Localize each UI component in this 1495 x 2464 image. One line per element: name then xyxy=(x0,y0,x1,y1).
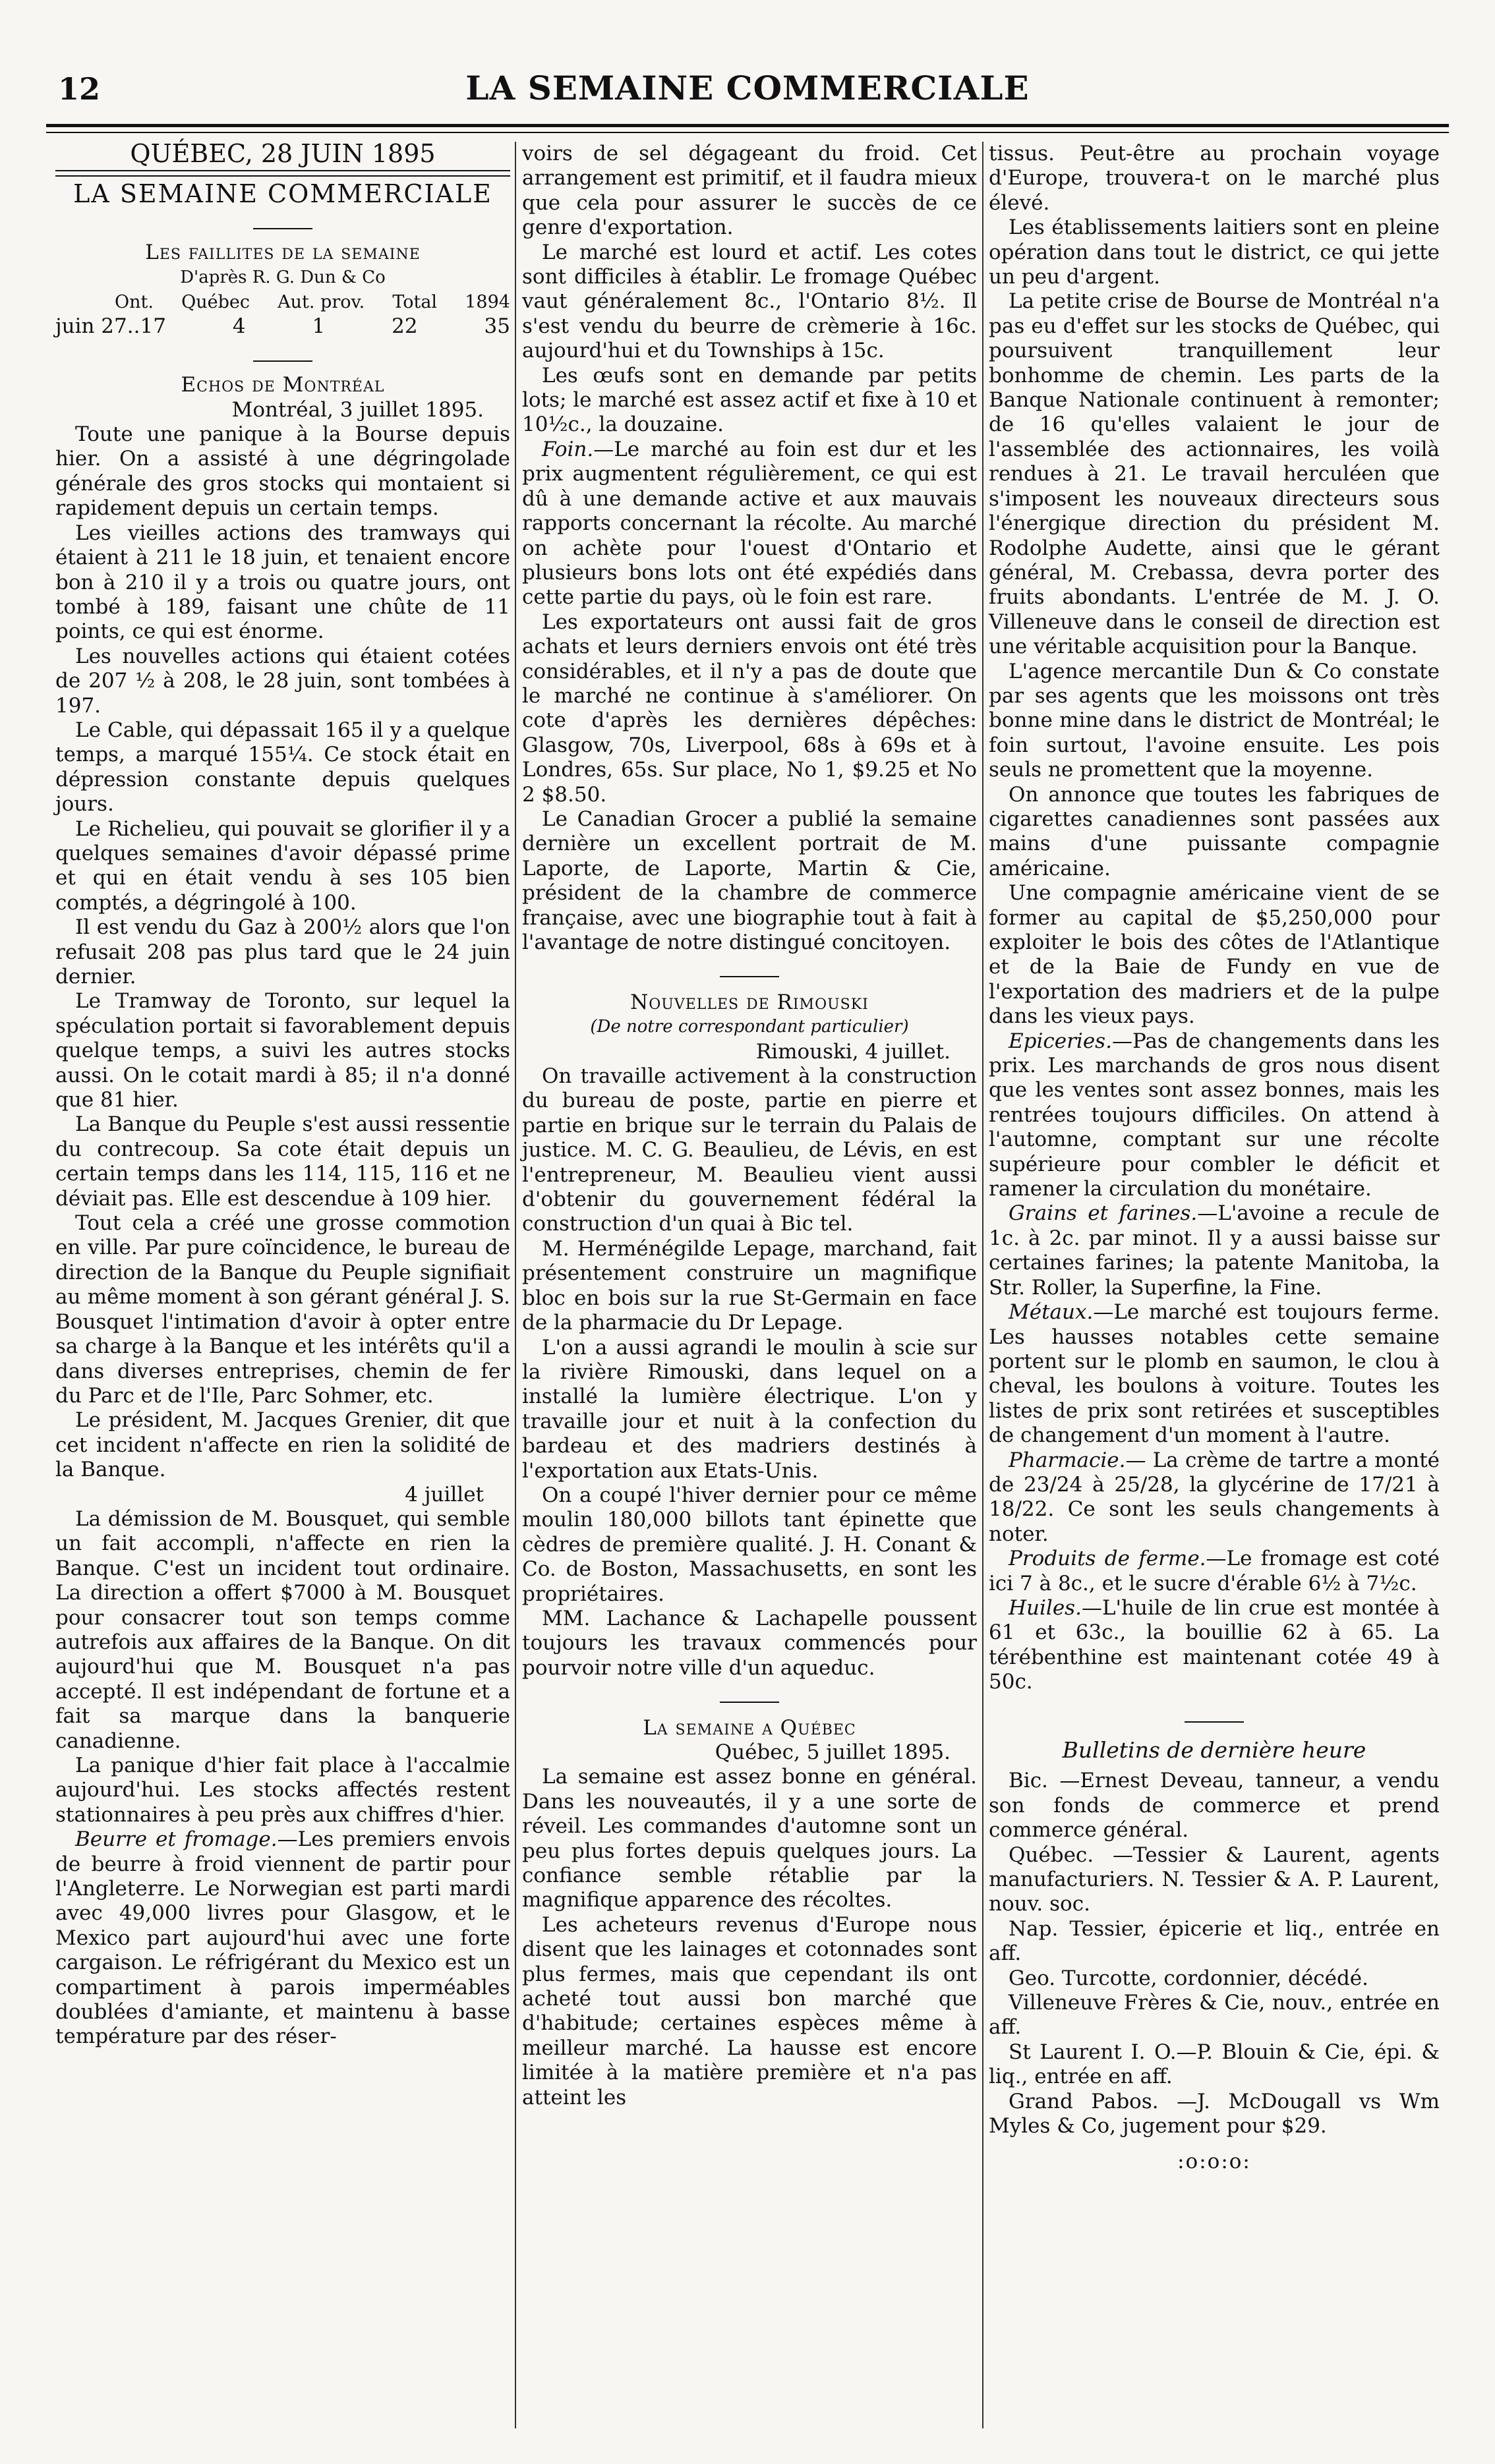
paragraph: La petite crise de Bourse de Montréal n'a pas eu d'effet sur les stocks de Québec, qui poursuivent tranquillement leur bonhomme de chemin. Les parts de la Banque Nationale continuent à remonter; de 16 qu'elles valaient le jour de l'assemblée des actionnaires, les voilà rendues à 21. Le travail herculéen que s'imposent les nouveaux directeurs sous l'énergique direction du président M. Rodolphe Audette, ainsi que le gérant général, M. Crebassa, devra porter des fruits abondants. L'entrée de M. J. O. Villeneuve dans le conseil de direction est une véritable acquisition pour la Banque. xyxy=(989,289,1440,659)
paragraph: Le Canadian Grocer a publié la semaine dernière un excellent portrait de M. Laporte, de Laporte, Martin & Cie, président de la chambre de commerce française, avec une biographie tout à fait à l'avantage de notre distingué concitoyen. xyxy=(522,807,977,954)
paragraph: Le Cable, qui dépassait 165 il y a quelque temps, a marqué 155¼. Ce stock était en dépression constante depuis quelques jours. xyxy=(55,718,510,817)
rimouski-note: (De notre correspondant particulier) xyxy=(590,1017,909,1037)
bulletin-item: St Laurent I. O.—P. Blouin & Cie, épi. & liq., entrée en aff. xyxy=(989,2040,1440,2089)
quebec-title: La semaine a Québec xyxy=(643,1715,856,1740)
header-rule-thin xyxy=(46,132,1449,133)
paragraph xyxy=(55,1827,510,2049)
separator xyxy=(522,959,977,983)
paragraph: La semaine est assez bonne en général. Dans les nouveautés, il y a une sorte de réveil. Les commandes d'automne sont un peu plus fortes depuis quelques jours. La confiance semble rétablie par la magnifique apparence des récoltes. xyxy=(522,1765,977,1912)
separator xyxy=(55,343,510,368)
paragraph: M. Herménégilde Lepage, marchand, fait présentement construire un magnifique bloc en bois sur la rue St-Germain en face de la pharmacie du Dr Lepage. xyxy=(522,1236,977,1335)
paragraph: voirs de sel dégageant du froid. Cet arrangement est primitif, et il faudra mieux que cela pour assurer le succès de ce genre d'exportation. xyxy=(522,142,977,240)
echos-date: Montréal, 3 juillet 1895. xyxy=(231,397,484,422)
paragraph: Le président, M. Jacques Grenier, dit que cet incident n'affecte en rien la solidité de la Banque. xyxy=(55,1408,510,1482)
failures-col-1894: 1894 xyxy=(465,292,510,313)
dateline: QUÉBEC, 28 JUIN 1895 xyxy=(130,139,436,168)
failures-cell: 1 xyxy=(312,314,326,339)
section-text: —L'avoine a recule de 1c. à 2c. par minot. Il y a aussi baisse sur certaines farines; la patente Manitoba, la Str. Roller, la Superfine, la Fine. xyxy=(989,1201,1440,1300)
section-text: —Pas de changements dans les prix. Les marchands de gros nous disent que les ventes sont assez bonnes, mais les rentrées toujours difficiles. On attend à l'automne, comptant sur une récolte supérieure pour combler le déficit et ramener la circulation du monétaire. xyxy=(989,1029,1440,1201)
bulletin-item: Nap. Tessier, épicerie et liq., entrée en aff. xyxy=(989,1916,1440,1966)
paragraph xyxy=(989,1547,1440,1596)
failures-col-autprov: Aut. prov. xyxy=(278,292,365,313)
bulletin-item: Villeneuve Frères & Cie, nouv., entrée en aff. xyxy=(989,1991,1440,2040)
bulletin-title: Bulletins de dernière heure xyxy=(1062,1737,1366,1763)
failures-cell: 4 xyxy=(232,314,246,339)
page-header xyxy=(0,0,1495,138)
section-text: —L'huile de lin crue est montée à 61 et 63c., la bouillie 62 à 65. La térébenthine est maintenant cotée 49 à 50c. xyxy=(989,1595,1440,1694)
echos-title: Echos de Montréal xyxy=(181,373,385,397)
paragraph xyxy=(989,1029,1440,1202)
paragraph xyxy=(522,438,977,610)
failures-cell: juin 27..17 xyxy=(55,314,166,339)
paragraph xyxy=(989,1300,1440,1448)
separator xyxy=(55,211,510,235)
rimouski-title: Nouvelles de Rimouski xyxy=(630,990,869,1014)
double-rule xyxy=(55,170,510,177)
failures-header-row xyxy=(55,290,510,314)
paragraph: La démission de M. Bousquet, qui semble un fait accompli, n'affecte en rien la Banque. C'est un incident tout ordinaire. La direction a offert $7000 à M. Bousquet pour consacrer tout son temps comme autrefois aux affaires de la Banque. On dit aujourd'hui que M. Bousquet n'a pas accepté. Il est indépendant de fortune et a fait sa marque dans la banquerie canadienne. xyxy=(55,1506,510,1753)
section-head: Foin. xyxy=(542,437,594,461)
bulletin-item: Geo. Turcotte, cordonnier, décédé. xyxy=(1009,1966,1368,1990)
bulletin-item: Bic. —Ernest Deveau, tanneur, a vendu son fonds de commerce et prend commerce général. xyxy=(989,1769,1440,1843)
separator xyxy=(989,1704,1440,1729)
paragraph: Tout cela a créé une grosse commotion en ville. Par pure coïncidence, le bureau de direction de la Banque du Peuple signifiait au même moment à son gérant général J. S. Bousquet l'intimation d'avoir à opter entre sa charge à la Banque et les intérêts qu'il a dans diverses entreprises, chemin de fer du Parc et de l'Ile, Parc Sohmer, etc. xyxy=(55,1211,510,1408)
column-divider xyxy=(982,142,983,2428)
paragraph: Il est vendu du Gaz à 200½ alors que l'on refusait 208 pas plus tard que le 24 juin dernier. xyxy=(55,915,510,988)
paragraph: tissus. Peut-être au prochain voyage d'Europe, trouvera-t on le marché plus élevé. xyxy=(989,142,1440,215)
failures-col-total: Total xyxy=(392,292,438,313)
paragraph: Les établissements laitiers sont en pleine opération dans tout le district, ce qui jette un peu d'argent. xyxy=(989,215,1440,289)
paragraph: MM. Lachance & Lachapelle poussent toujours les travaux commencés pour pourvoir notre ville d'un aqueduc. xyxy=(522,1606,977,1680)
paragraph: Le Richelieu, qui pouvait se glorifier il y a quelques semaines d'avoir dépassé prime et qui en était vendu à ses 105 bien comptés, a dégringolé à 100. xyxy=(55,817,510,915)
paper-name: LA SEMAINE COMMERCIALE xyxy=(73,179,492,209)
paragraph: Le marché est lourd et actif. Les cotes sont difficiles à établir. Le fromage Québec vaut généralement 8c., l'Ontario 8½. Il s'est vendu du beurre de crèmerie à 16c. aujourd'hui et du Townships à 15c. xyxy=(522,240,977,363)
paragraph: Le Tramway de Toronto, sur lequel la spéculation portait si favorablement depuis quelque temps, a suivi les autres stocks aussi. On le cotait mardi à 85; il n'a donné que 81 hier. xyxy=(55,989,510,1112)
paragraph: L'on a aussi agrandi le moulin à scie sur la rivière Rimouski, dans lequel on a installé la lumière électrique. L'on y travaille jour et nuit à la confection du bardeau et des madriers destinés à l'exportation aux Etats-Unis. xyxy=(522,1335,977,1483)
failures-source: D'après R. G. Dun & Co xyxy=(180,267,386,287)
column-divider xyxy=(515,142,516,2428)
section-text: —Le marché au foin est dur et les prix augmentent régulièrement, ce qui est dû à une demande active et aux mauvais rapports concernant la récolte. Au marché on achète pour l'ouest d'Ontario et plusieurs bons lots ont été expédiés dans cette partie du pays, où le foin est rare. xyxy=(522,437,977,610)
page-number: 12 xyxy=(58,71,101,107)
failures-col-ont: Ont. xyxy=(115,292,154,313)
failures-col-quebec: Québec xyxy=(181,292,250,313)
section-head: Grains et farines. xyxy=(1009,1201,1198,1226)
rimouski-date: Rimouski, 4 juillet. xyxy=(755,1039,951,1064)
paragraph: On annonce que toutes les fabriques de cigarettes canadiennes sont passées aux mains d'une puissante compagnie américaine. xyxy=(989,782,1440,880)
paragraph: Les vieilles actions des tramways qui étaient à 211 le 18 juin, et tenaient encore bon à 210 il y a trois ou quatre jours, ont tombé à 189, faisant une chûte de 11 points, ce qui est énorme. xyxy=(55,521,510,644)
date-subhead: 4 juillet xyxy=(405,1482,484,1506)
paragraph: Toute une panique à la Bourse depuis hier. On a assisté à une dégringolade générale des gros stocks qui montaient si rapidement depuis un certain temps. xyxy=(55,422,510,521)
failures-cell: 35 xyxy=(484,314,510,339)
paragraph: Les acheteurs revenus d'Europe nous disent que les lainages et cotonnades sont plus fermes, mais que cependant ils ont acheté tout aussi bon marché que d'habitude; certaines espèces même à meilleur marché. La hausse est encore limitée à la matière première et n'a pas atteint les xyxy=(522,1912,977,2109)
section-head: Huiles. xyxy=(1009,1595,1082,1620)
masthead-title: LA SEMAINE COMMERCIALE xyxy=(465,69,1030,107)
section-text: —Le marché est toujours ferme. Les hausses notables cette semaine portent sur le plomb en saumon, le clou à cheval, les boulons à voiture. Toutes les listes de prix sont retirées et susceptibles de changement d'un moment à l'autre. xyxy=(989,1300,1440,1448)
section-text: —Les premiers envois de beurre à froid viennent de partir pour l'Angleterre. Le Norwegian est parti mardi avec 49,000 livres pour Glasgow, et le Mexico part aujourd'hui avec une forte cargaison. Le réfrigérant du Mexico est un compartiment à parois imperméables doublées d'amiante, et maintenu à basse température par des réser- xyxy=(55,1827,510,2049)
paragraph: L'agence mercantile Dun & Co constate par ses agents que les moissons ont très bonne mine dans le district de Montréal; le foin surtout, l'avoine ensuite. Les pois seuls ne promettent que la moyenne. xyxy=(989,659,1440,782)
paragraph: On travaille activement à la construction du bureau de poste, partie en pierre et partie en brique sur le terrain du Palais de justice. M. C. G. Beaulieu, de Lévis, en est l'entrepreneur, M. Beaulieu vient aussi d'obtenir du gouvernement fédéral la construction d'un quai à Bic tel. xyxy=(522,1064,977,1236)
paragraph: La Banque du Peuple s'est aussi ressentie du contrecoup. Sa cote était depuis un certain temps dans les 114, 115, 116 et ne déviait pas. Elle est descendue à 109 hier. xyxy=(55,1112,510,1211)
failures-data-row xyxy=(55,314,510,339)
bulletin-item: Grand Pabos. —J. McDougall vs Wm Myles & Co, jugement pour $29. xyxy=(989,2089,1440,2138)
section-text: — La crème de tartre a monté de 23/24 à 25/28, la glycérine de 17/21 à 18/22. Ce sont les seuls changements à noter. xyxy=(989,1448,1440,1546)
paragraph xyxy=(989,1596,1440,1695)
header-rule xyxy=(46,124,1449,127)
column-3 xyxy=(989,142,1440,2174)
column-1 xyxy=(55,139,510,2049)
section-text: —Le fromage est coté ici 7 à 8c., et le sucre d'érable 6½ à 7½c. xyxy=(989,1547,1440,1595)
section-head: Pharmacie. xyxy=(1009,1448,1126,1472)
column-2 xyxy=(522,142,977,2110)
paragraph: Les œufs sont en demande par petits lots; le marché est assez actif et fixe à 10 et 10½c., la douzaine. xyxy=(522,363,977,437)
paragraph xyxy=(989,1448,1440,1547)
quebec-date: Québec, 5 juillet 1895. xyxy=(715,1740,951,1764)
section-head: Epiceries. xyxy=(1009,1029,1112,1053)
end-mark: :o:o:o: xyxy=(1177,2149,1251,2173)
paragraph: Les nouvelles actions qui étaient cotées de 207 ½ à 208, le 28 juin, sont tombées à 197. xyxy=(55,644,510,718)
section-head: Métaux. xyxy=(1009,1300,1094,1325)
paragraph: La panique d'hier fait place à l'accalmie aujourd'hui. Les stocks affectés restent stationnaires à peu près aux chiffres d'hier. xyxy=(55,1754,510,1827)
paragraph: Les exportateurs ont aussi fait de gros achats et leurs derniers envois ont été très considérables, et il n'y a pas de doute que le marché ne continue à s'améliorer. On cote d'après les dernières dépêches: Glasgow, 70s, Liverpool, 68s à 69s et à Londres, 65s. Sur place, No 1, $9.25 et No 2 $8.50. xyxy=(522,610,977,807)
bulletin-item: Québec. —Tessier & Laurent, agents manufacturiers. N. Tessier & A. P. Laurent, nouv. soc. xyxy=(989,1843,1440,1916)
paragraph: Une compagnie américaine vient de se former au capital de $5,250,000 pour exploiter le bois des côtes de l'Atlantique et de la Baie de Fundy en vue de l'exportation des madriers et de la pulpe dans les vieux pays. xyxy=(989,881,1440,1029)
paragraph: On a coupé l'hiver dernier pour ce même moulin 180,000 billots tant épinette que cèdres de première qualité. J. H. Conant & Co. de Boston, Massachusetts, en sont les propriétaires. xyxy=(522,1483,977,1606)
failures-title: Les faillites de la semaine xyxy=(145,241,421,265)
section-head: Produits de ferme. xyxy=(1009,1547,1206,1571)
paragraph xyxy=(989,1201,1440,1300)
section-head: Beurre et fromage. xyxy=(75,1827,278,1852)
separator xyxy=(522,1684,977,1709)
failures-cell: 22 xyxy=(392,314,418,339)
